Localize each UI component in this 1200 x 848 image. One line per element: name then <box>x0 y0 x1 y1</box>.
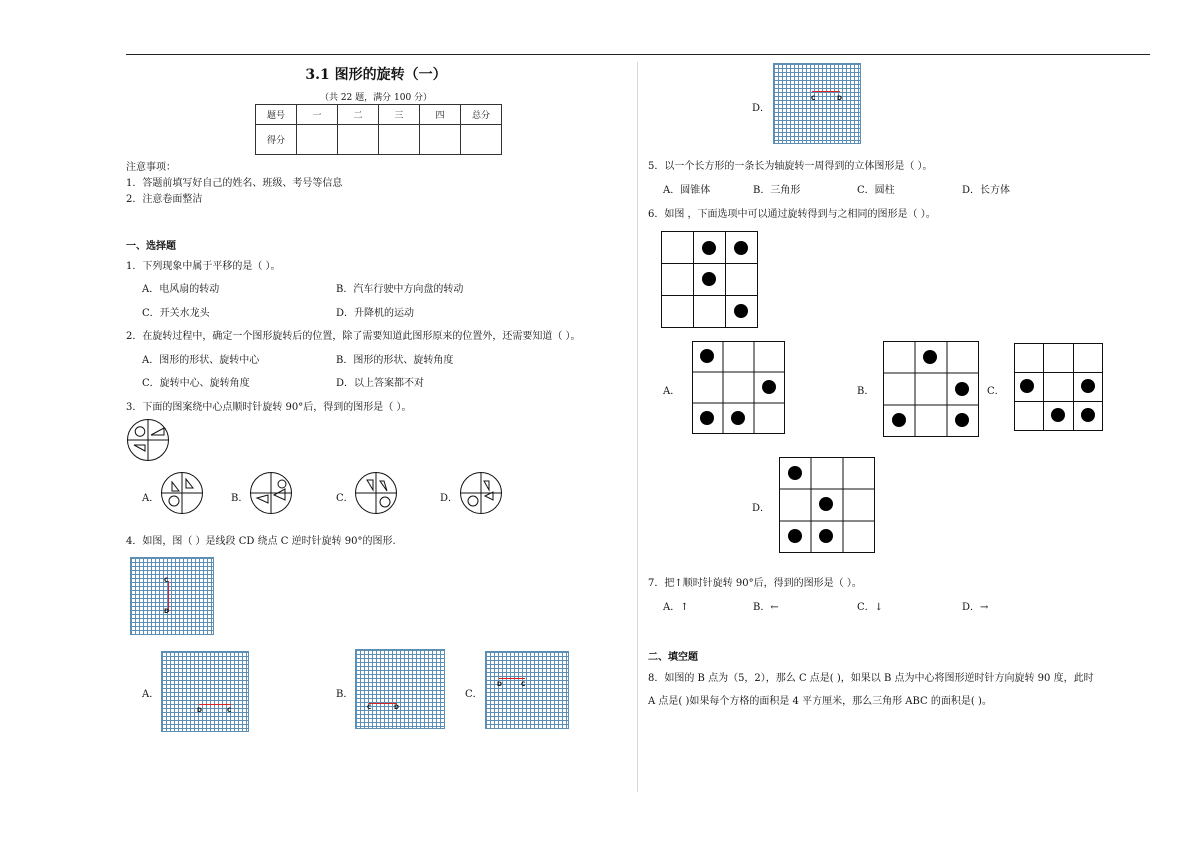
q4-option-c[interactable]: C． <box>465 689 483 700</box>
q6-option-b-figure[interactable] <box>883 341 979 437</box>
question-5-stem: 5．以一个长方形的一条长为轴旋转一周得到的立体图形是（ ）。 <box>648 161 933 172</box>
segment-cd <box>369 703 397 704</box>
question-1-stem: 1．下列现象中属于平移的是（ ）。 <box>126 261 281 272</box>
segment-cd <box>199 704 231 705</box>
question-8-line-2: A 点是( )如果每个方格的面积是 4 平方厘米，那么三角形 ABC 的面积是( )。 <box>648 696 992 707</box>
score-label-cell: 得分 <box>256 125 297 155</box>
q6-original-figure <box>661 231 758 328</box>
score-cell: 总分 <box>461 105 502 125</box>
q5-option-a[interactable]: A．圆锥体 <box>663 185 711 196</box>
q3-option-c-figure[interactable] <box>354 471 398 515</box>
q7-option-d[interactable]: D．→ <box>962 602 989 613</box>
q7-option-c[interactable]: C．↓ <box>857 602 884 613</box>
score-cell: 三 <box>379 105 420 125</box>
q5-option-b[interactable]: B．三角形 <box>753 185 801 196</box>
q1-option-d[interactable]: D．升降机的运动 <box>336 308 415 319</box>
section-heading: 一、选择题 <box>126 241 176 252</box>
q7-option-b[interactable]: B．← <box>753 602 779 613</box>
q6-option-d[interactable]: D． <box>752 503 771 514</box>
page-title: 3.1 图形的旋转（一） <box>305 67 447 83</box>
q5-option-c[interactable]: C．圆柱 <box>857 185 895 196</box>
column-divider <box>637 62 638 792</box>
section-heading: 二、填空题 <box>648 652 698 663</box>
score-cell: 一 <box>297 105 338 125</box>
q4-original-grid <box>130 557 214 635</box>
note-item: 1．答题前填写好自己的姓名、班级、考号等信息 <box>126 178 343 189</box>
point-d-label: D <box>164 608 169 615</box>
point-c-label: C <box>227 707 232 714</box>
segment-cd <box>499 678 525 679</box>
q6-option-a[interactable]: A． <box>663 386 681 397</box>
q3-option-b[interactable]: B． <box>231 493 249 504</box>
q6-option-a-figure[interactable] <box>692 341 785 434</box>
top-rule <box>126 54 1150 55</box>
question-3-stem: 3．下面的图案绕中心点顺时针旋转 90°后，得到的图形是（ ）。 <box>126 402 412 413</box>
q5-option-d[interactable]: D．长方体 <box>962 185 1011 196</box>
notes-heading: 注意事项： <box>126 162 176 173</box>
score-input-cell[interactable] <box>297 125 338 155</box>
q3-option-b-figure[interactable] <box>249 471 293 515</box>
q3-option-d-figure[interactable] <box>459 471 503 515</box>
q4-option-d[interactable]: D． <box>752 103 771 114</box>
q1-option-c[interactable]: C．开关水龙头 <box>142 308 210 319</box>
q6-option-c[interactable]: C． <box>987 386 1005 397</box>
q1-option-a[interactable]: A．电风扇的转动 <box>142 284 220 295</box>
score-table-score-row <box>256 125 502 155</box>
score-table <box>255 104 502 155</box>
segment-cd <box>812 91 840 92</box>
score-cell: 题号 <box>256 105 297 125</box>
question-8-line-1: 8．如图的 B 点为（5，2），那么 C 点是( )，如果以 B 点为中心将图形逆时针方向旋转 90 度，此时 <box>648 673 1094 684</box>
point-c-label: C <box>521 681 526 688</box>
score-input-cell[interactable] <box>420 125 461 155</box>
score-input-cell[interactable] <box>461 125 502 155</box>
q3-option-a[interactable]: A． <box>142 493 160 504</box>
q4-option-c-grid[interactable] <box>485 651 569 729</box>
point-c-label: C <box>811 95 816 102</box>
point-d-label: D <box>497 681 502 688</box>
question-6-stem: 6．如图 ，下面选项中可以通过旋转得到与之相同的图形是（ ）。 <box>648 209 936 220</box>
q4-option-a[interactable]: A． <box>142 689 160 700</box>
q2-option-b[interactable]: B．图形的形状、旋转角度 <box>336 355 454 366</box>
score-cell: 二 <box>338 105 379 125</box>
q3-option-c[interactable]: C． <box>336 493 354 504</box>
q2-option-c[interactable]: C．旋转中心、旋转角度 <box>142 378 250 389</box>
question-7-stem: 7．把↑顺时针旋转 90°后，得到的图形是（ ）。 <box>648 578 862 589</box>
q4-option-b-grid[interactable] <box>355 649 445 729</box>
q2-option-a[interactable]: A．图形的形状、旋转中心 <box>142 355 260 366</box>
q6-option-c-figure[interactable] <box>1014 343 1103 431</box>
point-d-label: D <box>394 704 399 711</box>
q4-option-d-grid[interactable] <box>773 63 861 144</box>
q4-option-a-grid[interactable] <box>161 651 249 732</box>
q3-option-a-figure[interactable] <box>160 471 204 515</box>
score-table-header-row <box>256 105 502 125</box>
q3-figure <box>126 418 170 462</box>
page-subtitle: （共 22 题，满分 100 分） <box>319 93 433 103</box>
score-input-cell[interactable] <box>338 125 379 155</box>
note-item: 2．注意卷面整洁 <box>126 194 203 205</box>
question-4-stem: 4．如图，图（ ）是线段 CD 绕点 C 逆时针旋转 90°的图形. <box>126 536 396 547</box>
q7-option-a[interactable]: A．↑ <box>663 602 689 613</box>
point-c-label: C <box>367 704 372 711</box>
score-cell: 四 <box>420 105 461 125</box>
point-d-label: D <box>197 707 202 714</box>
q4-option-b[interactable]: B． <box>336 689 354 700</box>
q2-option-d[interactable]: D．以上答案都不对 <box>336 378 425 389</box>
q3-option-d[interactable]: D． <box>440 493 459 504</box>
score-input-cell[interactable] <box>379 125 420 155</box>
question-2-stem: 2．在旋转过程中，确定一个图形旋转后的位置，除了需要知道此图形原来的位置外，还需要知道（ ）。 <box>126 331 581 342</box>
q1-option-b[interactable]: B．汽车行驶中方向盘的转动 <box>336 284 464 295</box>
q6-option-b[interactable]: B． <box>857 386 875 397</box>
q6-option-d-figure[interactable] <box>779 457 875 553</box>
point-d-label: D <box>837 95 842 102</box>
point-c-label: C <box>164 577 169 584</box>
